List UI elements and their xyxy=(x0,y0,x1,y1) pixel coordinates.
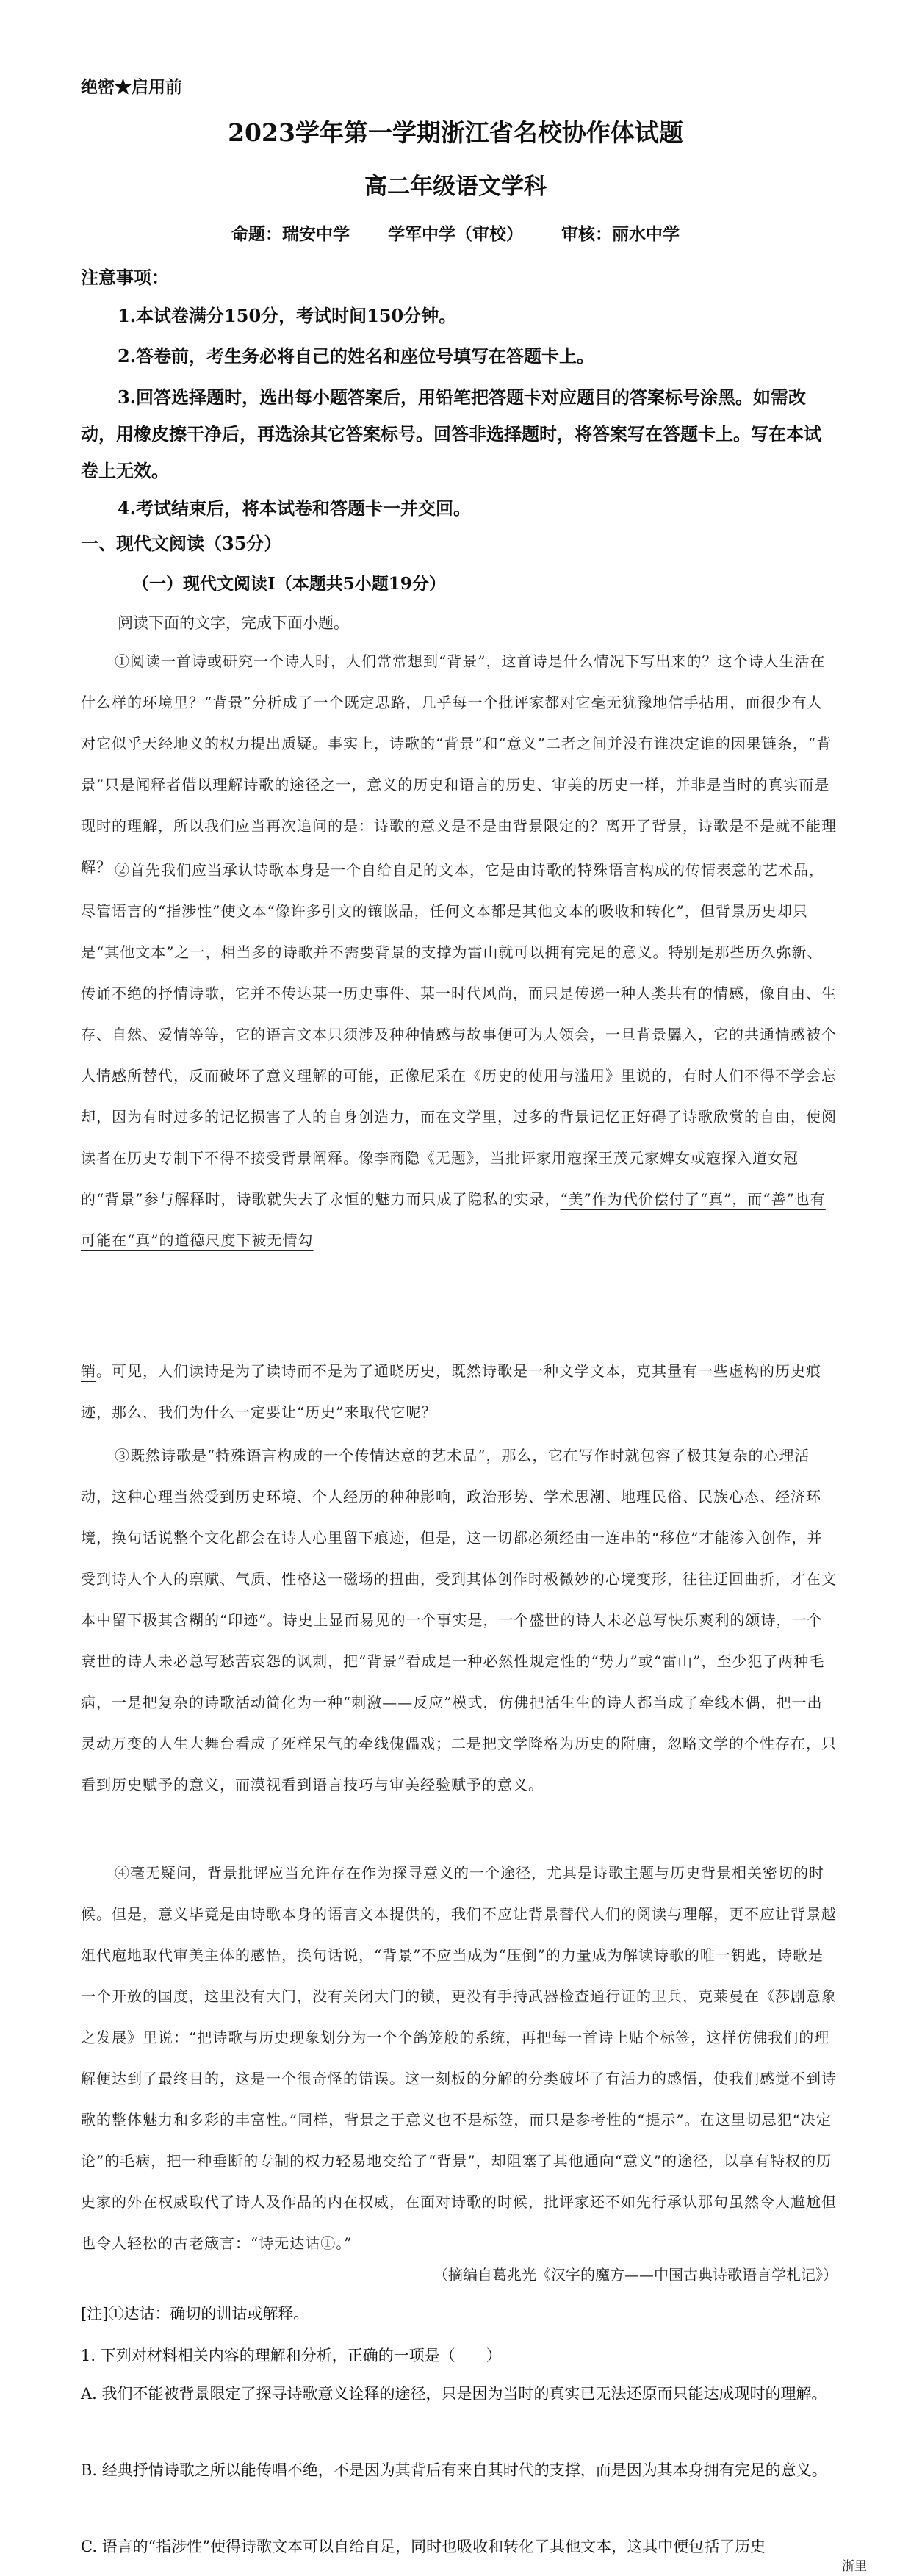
paragraph-2-text: ②首先我们应当承认诗歌本身是一个自给自足的文本，它是由诗歌的特殊语言构成的传情表意的艺术品，尽管语言的“指涉性”使文本“像许多引文的镶嵌品，任何文本都是其他文本的吸收和转化”，但背景历史却只是“其他文本”之一，相当多的诗歌并不需要背景的支撑为雷山就可以拥有完足的意义。特别是那些历久弥新、传诵不绝的抒情诗歌，它并不传达某一历史事件、某一时代风尚，而只是传递一种人类共有的情感，像自由、生存、自然、爱情等等，它的语言文本只须涉及种种情感与故事便可为人领会，一旦背景羼入，它的共通情感被个人情感所替代，反而破坏了意义理解的可能，正像尼采在《历史的使用与滥用》里说的，有时人们不得不学会忘却，因为有时过多的记忆损害了人的自身创造力，而在文学里，过多的背景记忆正好碍了诗歌欣赏的自由，使阅读者在历史专制下不得不接受背景阐释。像李商隐《无题》，当批评家用寇探王茂元家婢女或寇探入道女冠的“背景”参与解释时，诗歌就失去了永恒的魅力而只成了隐私的实录， xyxy=(81,861,837,1208)
exam-makers xyxy=(0,220,911,245)
review-school-2: 审核：丽水中学 xyxy=(561,224,680,244)
question-option-c: C. 语言的“指涉性”使得诗歌文本可以自给自足，同时也吸收和转化了其他文本，这其中便包括了历史 xyxy=(81,2538,766,2555)
reading-instruction: 阅读下面的文字，完成下面小题。 xyxy=(118,614,349,632)
article-paragraph-1: ①阅读一首诗或研究一个诗人时，人们常常想到“背景”，这首诗是什么情况下写出来的？这个诗人生活在什么样的环境里？“背景”分析成了一个既定思路，几乎每一个批评家都对它毫无犹豫地信手拈用，而很少有人对它似乎天经地义的权力提出质疑。事实上，诗歌的“背景”和“意义”二者之间并没有谁决定谁的因果链条，“背景”只是闻释者借以理解诗歌的途径之一，意义的历史和语言的历史、审美的历史一样，并非是当时的真实而是现时的理解，所以我们应当再次追问的是：诗歌的意义是不是由背景限定的？离开了背景，诗歌是不是就不能理解？ xyxy=(81,652,837,876)
notice-item: 2.答卷前，考生务必将自己的姓名和座位号填写在答题卡上。 xyxy=(118,345,595,367)
paragraph-2-continued-text: 。可见，人们读诗是为了读诗而不是为了通晓历史，既然诗歌是一种文学文本，克其量有一些虚构的历史痕迹，那么，我们为什么一定要让“历史”来取代它呢？ xyxy=(81,1362,821,1421)
underlined-sentence-end: 销 xyxy=(81,1362,96,1380)
article-paragraph-3: ③既然诗歌是“特殊语言构成的一个传情达意的艺术品”，那么，它在写作时就包容了极其复杂的心理活动，这种心理当然受到历史环境、个人经历的种种影响，政治形势、学术思潮、地理民俗、民族心态、经济环境，换句话说整个文化都会在诗人心里留下痕迹，但是，这一切都必须经由一连串的“移位”才能渗入创作，并受到诗人个人的禀赋、气质、性格这一磁场的扭曲，受到其体创作时极微妙的心境变形，往往迂回曲折，才在文本中留下极其含糊的“印迹”。诗史上显而易见的一个事实是，一个盛世的诗人未必总写快乐爽利的颂诗，一个衰世的诗人未必总写愁苦哀怨的讽刺，把“背景”看成是一种必然性规定性的“势力”或“雷山”，至少犯了两种毛病，一是把复杂的诗歌活动简化为一种“刺激——反应”模式，仿佛把活生生的诗人都当成了牵线木偶，把一出灵动万变的人生大舞台看成了死样呆气的牵线傀儡戏；二是把文学降格为历史的附庸，忽略文学的个性存在，只看到历史赋予的意义，而漠视看到语言技巧与审美经验赋予的意义。 xyxy=(81,1447,837,1794)
question-option-b: B. 经典抒情诗歌之所以能传唱不绝，不是因为其背后有来自其时代的支撑，而是因为其本身拥有完足的意义。 xyxy=(81,2461,827,2479)
proposition-school: 命题：瑞安中学 xyxy=(231,224,350,244)
exam-title: 2023学年第一学期浙江省名校协作体试题 xyxy=(228,118,683,147)
page-footer: 浙里 xyxy=(842,2559,867,2574)
question-option-a: A. 我们不能被背景限定了探寻诗歌意义诠释的途径，只是因为当时的真实已无法还原而只能达成现时的理解。 xyxy=(81,2385,827,2403)
subsection-heading: （一）现代文阅读Ⅰ（本题共5小题19分） xyxy=(132,574,446,594)
notice-heading: 注意事项： xyxy=(81,267,169,288)
article-citation: （摘编自葛兆光《汉字的魔方——中国古典诗歌语言学札记》） xyxy=(433,2266,838,2284)
article-paragraph-2-continued xyxy=(81,1350,838,1433)
article-paragraph-4: ④毫无疑问，背景批评应当允许存在作为探寻意义的一个途径，尤其是诗歌主题与历史背景相关密切的时候。但是，意义毕竟是由诗歌本身的语言文本提供的，我们不应让背景替代人们的阅读与理解，更不应让背景越俎代庖地取代审美主体的感悟，换句话说，“背景”不应当成为“压倒”的力量成为解读诗歌的唯一钥匙，诗歌是一个开放的国度，这里没有大门，没有关闭大门的锁，更没有手持武器检查通行证的卫兵，克莱曼在《莎剧意象之发展》里说：“把诗歌与历史现象划分为一个个鸽笼般的系统，再把每一首诗上贴个标签，这样仿佛我们的理解便达到了最终目的，这是一个很奇怪的错误。这一刻板的分解的分类破坏了有活力的感悟，使我们感觉不到诗歌的整体魅力和多彩的丰富性。”同样，背景之于意义也不是标签，而只是参考性的“提示”。在这里切忌犯“决定论”的毛病，把一种垂断的专制的权力轻易地交给了“背景”，却阻塞了其他通向“意义”的途径，以享有特权的历史家的外在权威取代了诗人及作品的内在权威，在面对诗歌的时候，批评家还不如先行承认那句虽然令人尴尬但也令人轻松的古老箴言：“诗无达诂①。” xyxy=(81,1864,837,2252)
underlined-sentence: “美”作为代价偿付了“真”，而“善”也有可能在“真”的道德尺度下被无情勾 xyxy=(81,1190,826,1249)
confidential-mark: 绝密★启用前 xyxy=(81,77,182,97)
notice-item: 3.回答选择题时，选出每小题答案后，用铅笔把答题卡对应题目的答案标号涂黑。如需改动，用橡皮擦干净后，再选涂其它答案标号。回答非选择题时，将答案写在答题卡上。写在本试卷上无效。 xyxy=(81,386,821,481)
footnote: [注]①达诂：确切的训诂或解释。 xyxy=(81,2305,309,2323)
notice-item: 4.考试结束后，将本试卷和答题卡一并交回。 xyxy=(118,497,472,519)
exam-subtitle: 高二年级语文学科 xyxy=(364,173,547,200)
notice-item: 1.本试卷满分150分，考试时间150分钟。 xyxy=(118,305,457,326)
section-heading: 一、现代文阅读（35分） xyxy=(81,533,282,554)
question-stem: 1. 下列对材料相关内容的理解和分析，正确的一项是（ ） xyxy=(81,2347,502,2364)
review-school-1: 学军中学（审校） xyxy=(388,224,523,244)
article-paragraph-2 xyxy=(81,849,838,1261)
